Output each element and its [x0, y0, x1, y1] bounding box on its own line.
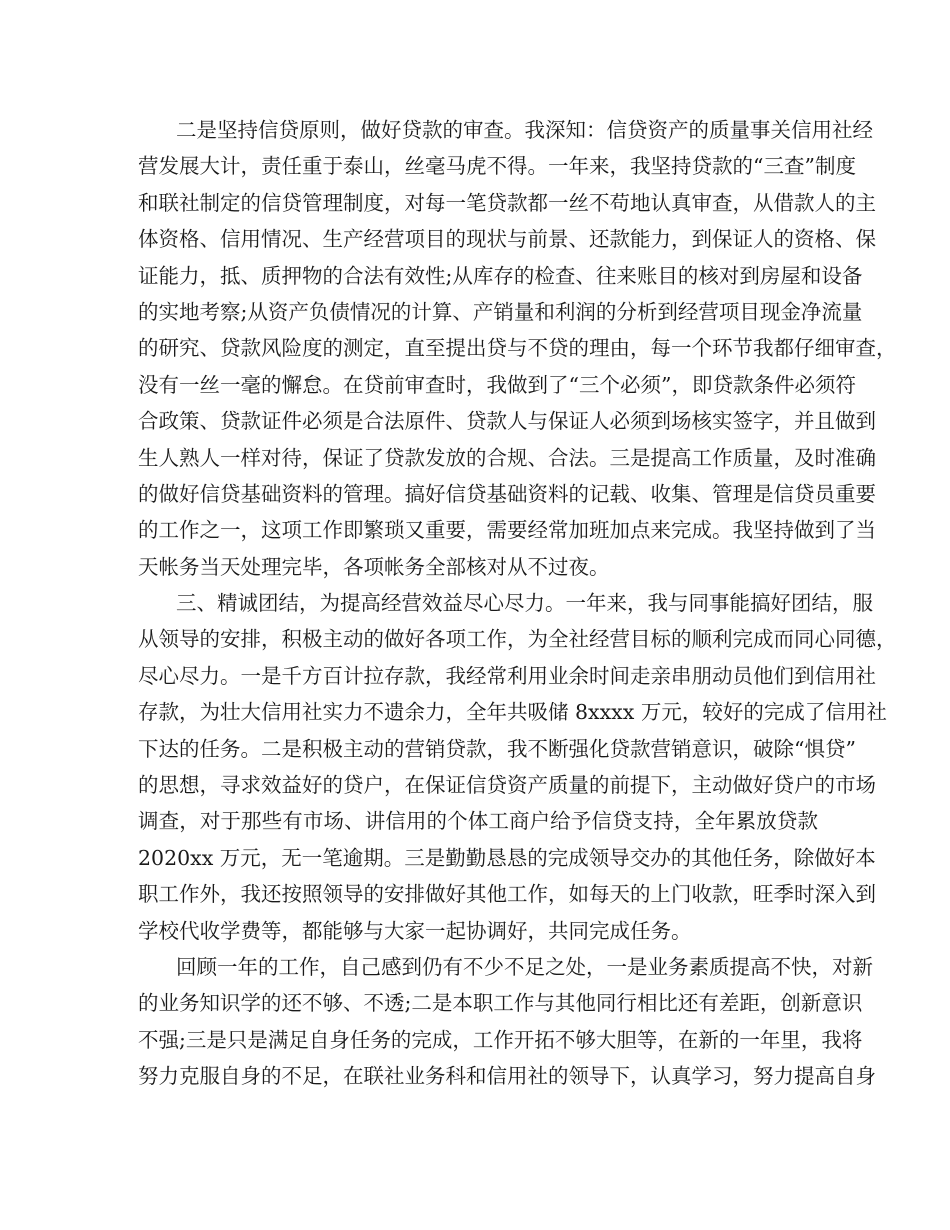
text-line: 学校代收学费等，都能够与大家一起协调好，共同完成任务。: [138, 918, 692, 943]
text-line: 体资格、信用情况、生产经营项目的现状与前景、还款能力，到保证人的资格、保: [138, 227, 876, 252]
text-line: 2020xx 万元，无一笔逾期。三是勤勤恳恳的完成领导交办的其他任务，除做好本: [138, 845, 876, 870]
text-line: 生人熟人一样对待，保证了贷款发放的合规、合法。三是提高工作质量，及时准确: [138, 445, 876, 470]
text-line: 尽心尽力。一是千方百计拉存款，我经常利用业余时间走亲串朋动员他们到信用社: [138, 663, 876, 688]
text-line: 的研究、贷款风险度的测定，直至提出贷与不贷的理由，每一个环节我都仔细审查，: [138, 336, 897, 361]
text-line: 存款，为壮大信用社实力不遗余力，全年共吸储 8xxxx 万元，较好的完成了信用社: [138, 700, 887, 725]
paragraph: [138, 949, 876, 1095]
paragraph: [138, 112, 897, 585]
text-line: 不强;三是只是满足自身任务的完成，工作开拓不够大胆等，在新的一年里，我将: [138, 1027, 863, 1052]
text-line: 从领导的安排，积极主动的做好各项工作，为全社经营目标的顺利完成而同心同德，: [138, 627, 897, 652]
paragraph: [138, 585, 897, 949]
text-line: 和联社制定的信贷管理制度，对每一笔贷款都一丝不苟地认真审查，从借款人的主: [138, 190, 876, 215]
text-line: 的思想，寻求效益好的贷户，在保证信贷资产质量的前提下，主动做好贷户的市场: [138, 773, 876, 798]
text-line: 职工作外，我还按照领导的安排做好其他工作，如每天的上门收款，旺季时深入到: [138, 882, 876, 907]
text-line: 证能力，抵、质押物的合法有效性;从库存的检查、往来账目的核对到房屋和设备: [138, 263, 863, 288]
text-line: 三、精诚团结，为提高经营效益尽心尽力。一年来，我与同事能搞好团结，服: [176, 591, 873, 616]
text-line: 合政策、贷款证件必须是合法原件、贷款人与保证人必须到场核实签字，并且做到: [138, 409, 876, 434]
text-line: 调查，对于那些有市场、讲信用的个体工商户给予信贷支持，全年累放贷款: [138, 809, 818, 834]
text-line: 没有一丝一毫的懈怠。在贷前审查时，我做到了“三个必须”，即贷款条件必须符: [138, 372, 856, 397]
document-body: [138, 112, 897, 1095]
text-line: 的工作之一，这项工作即繁琐又重要，需要经常加班加点来完成。我坚持做到了当: [138, 518, 876, 543]
text-line: 二是坚持信贷原则，做好贷款的审查。我深知：信贷资产的质量事关信用社经: [176, 118, 873, 142]
text-line: 营发展大计，责任重于泰山，丝毫马虎不得。一年来，我坚持贷款的“三查”制度: [138, 154, 856, 179]
text-line: 的做好信贷基础资料的管理。搞好信贷基础资料的记载、收集、管理是信贷员重要: [138, 481, 876, 506]
text-line: 努力克服自身的不足，在联社业务科和信用社的领导下，认真学习，努力提高自身: [138, 1064, 876, 1089]
text-line: 下达的任务。二是积极主动的营销贷款，我不断强化贷款营销意识，破除“惧贷”: [138, 736, 856, 761]
text-line: 回顾一年的工作，自己感到仍有不少不足之处，一是业务素质提高不快，对新: [176, 954, 873, 979]
text-line: 天帐务当天处理完毕，各项帐务全部核对从不过夜。: [138, 554, 610, 579]
text-line: 的实地考察;从资产负债情况的计算、产销量和利润的分析到经营项目现金净流量: [138, 299, 863, 324]
text-line: 的业务知识学的还不够、不透;二是本职工作与其他同行相比还有差距，创新意识: [138, 991, 863, 1016]
